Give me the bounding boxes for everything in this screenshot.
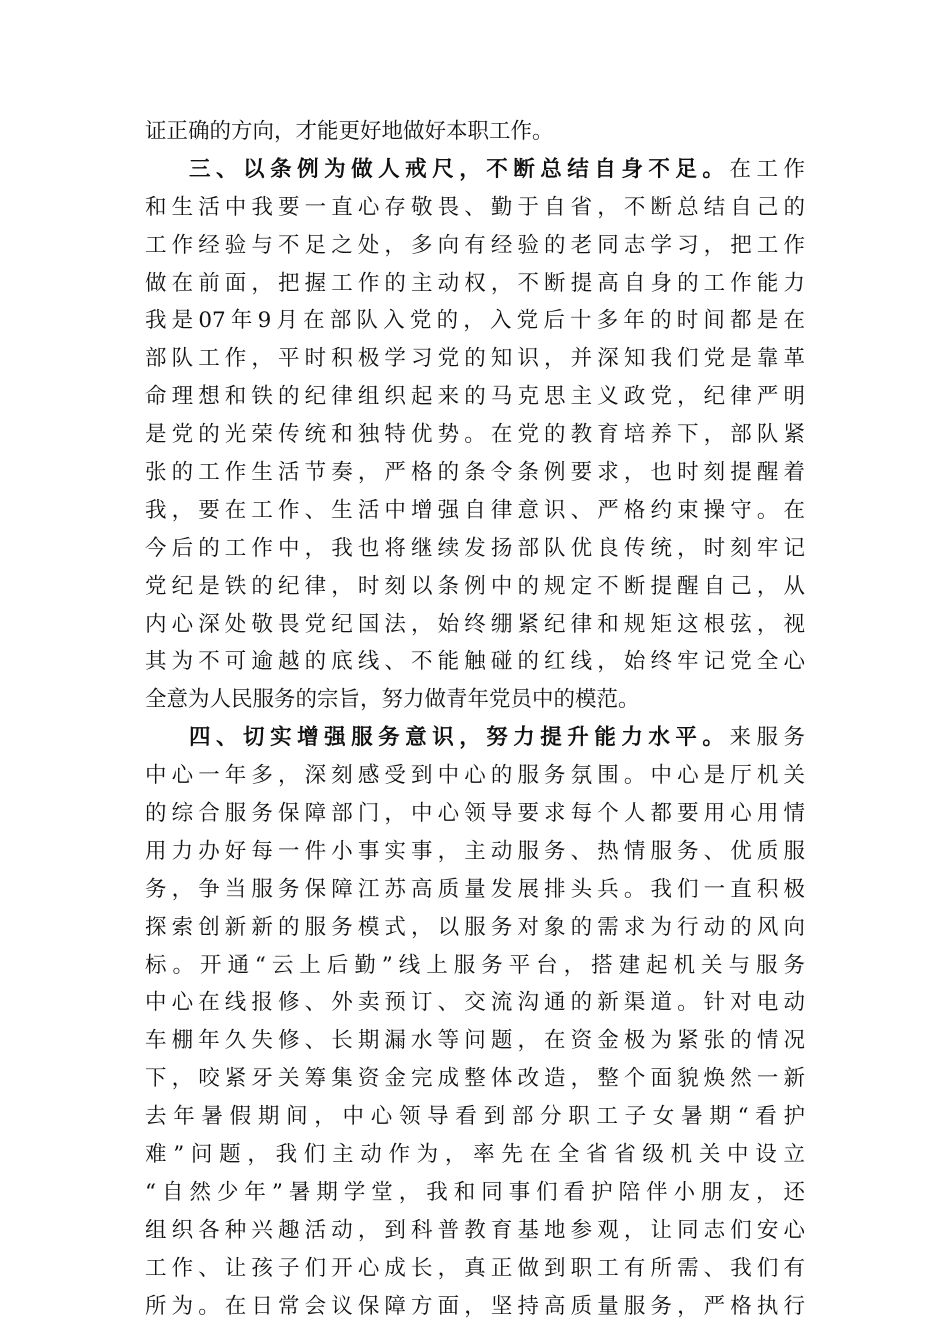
text-line: 证正确的方向，才能更好地做好本职工作。 [145, 119, 554, 144]
text-line: 党纪是铁的纪律，时刻以条例中的规定不断提醒自己，从 [145, 573, 805, 599]
text-line: 务，争当服务保障江苏高质量发展排头兵。我们一直积极 [145, 876, 805, 902]
text-line: 探索创新新的服务模式，以服务对象的需求为行动的风向 [145, 914, 805, 940]
text-line: 我，要在工作、生活中增强自律意识、严格约束操守。在 [145, 497, 805, 523]
text-line: 用力办好每一件小事实事，主动服务、热情服务、优质服 [145, 838, 805, 864]
text-line: 标。开通“云上后勤”线上服务平台，搭建起机关与服务 [145, 952, 805, 978]
document-page [145, 113, 805, 1326]
text-line: 工作、让孩子们开心成长，真正做到职工有所需、我们有 [145, 1255, 805, 1281]
section-four-heading-line: 四、切实增强服务意识，努力提升能力水平。来服务 [189, 725, 805, 751]
section-three-heading-line: 三、以条例为做人戒尺，不断总结自身不足。在工作 [189, 156, 805, 182]
text-line: 中心在线报修、外卖预订、交流沟通的新渠道。针对电动 [145, 990, 805, 1016]
text-line: 是党的光荣传统和独特优势。在党的教育培养下，部队紧 [145, 422, 805, 448]
text-line: 所为。在日常会议保障方面，坚持高质量服务，严格执行 [145, 1293, 805, 1319]
text-line: 的综合服务保障部门，中心领导要求每个人都要用心用情 [145, 801, 805, 827]
text-line: 难”问题，我们主动作为，率先在全省省级机关中设立 [145, 1142, 805, 1168]
text-line: 去年暑假期间，中心领导看到部分职工子女暑期“看护 [145, 1104, 805, 1130]
text-line: 下，咬紧牙关筹集资金完成整体改造，整个面貌焕然一新 [145, 1066, 805, 1092]
text-line: 部队工作，平时积极学习党的知识，并深知我们党是靠革 [145, 346, 805, 372]
text-line: 全意为人民服务的宗旨，努力做青年党员中的模范。 [145, 687, 640, 713]
text-line: 今后的工作中，我也将继续发扬部队优良传统，时刻牢记 [145, 535, 805, 561]
text-line: “自然少年”暑期学堂，我和同事们看护陪伴小朋友，还 [145, 1179, 805, 1205]
text-line: 做在前面，把握工作的主动权，不断提高自身的工作能力 [145, 270, 805, 296]
text-line: 张的工作生活节奏，严格的条令条例要求，也时刻提醒着 [145, 460, 805, 486]
section-three-heading: 三、以条例为做人戒尺，不断总结自身不足。 [189, 156, 730, 182]
text-line: 内心深处敬畏党纪国法，始终绷紧纪律和规矩这根弦，视 [145, 611, 805, 637]
text-line: 其为不可逾越的底线、不能触碰的红线，始终牢记党全心 [145, 649, 805, 675]
text-line: 我是07年9月在部队入党的，入党后十多年的时间都是在 [145, 308, 805, 334]
text-line: 中心一年多，深刻感受到中心的服务氛围。中心是厅机关 [145, 763, 805, 789]
section-four-heading: 四、切实增强服务意识，努力提升能力水平。 [189, 725, 730, 751]
text-line: 和生活中我要一直心存敬畏、勤于自省，不断总结自己的 [145, 194, 805, 220]
text-line: 组织各种兴趣活动，到科普教育基地参观，让同志们安心 [145, 1217, 805, 1243]
text-line: 工作经验与不足之处，多向有经验的老同志学习，把工作 [145, 232, 805, 258]
text-line: 车棚年久失修、长期漏水等问题，在资金极为紧张的情况 [145, 1028, 805, 1054]
text-line: 命理想和铁的纪律组织起来的马克思主义政党，纪律严明 [145, 384, 805, 410]
